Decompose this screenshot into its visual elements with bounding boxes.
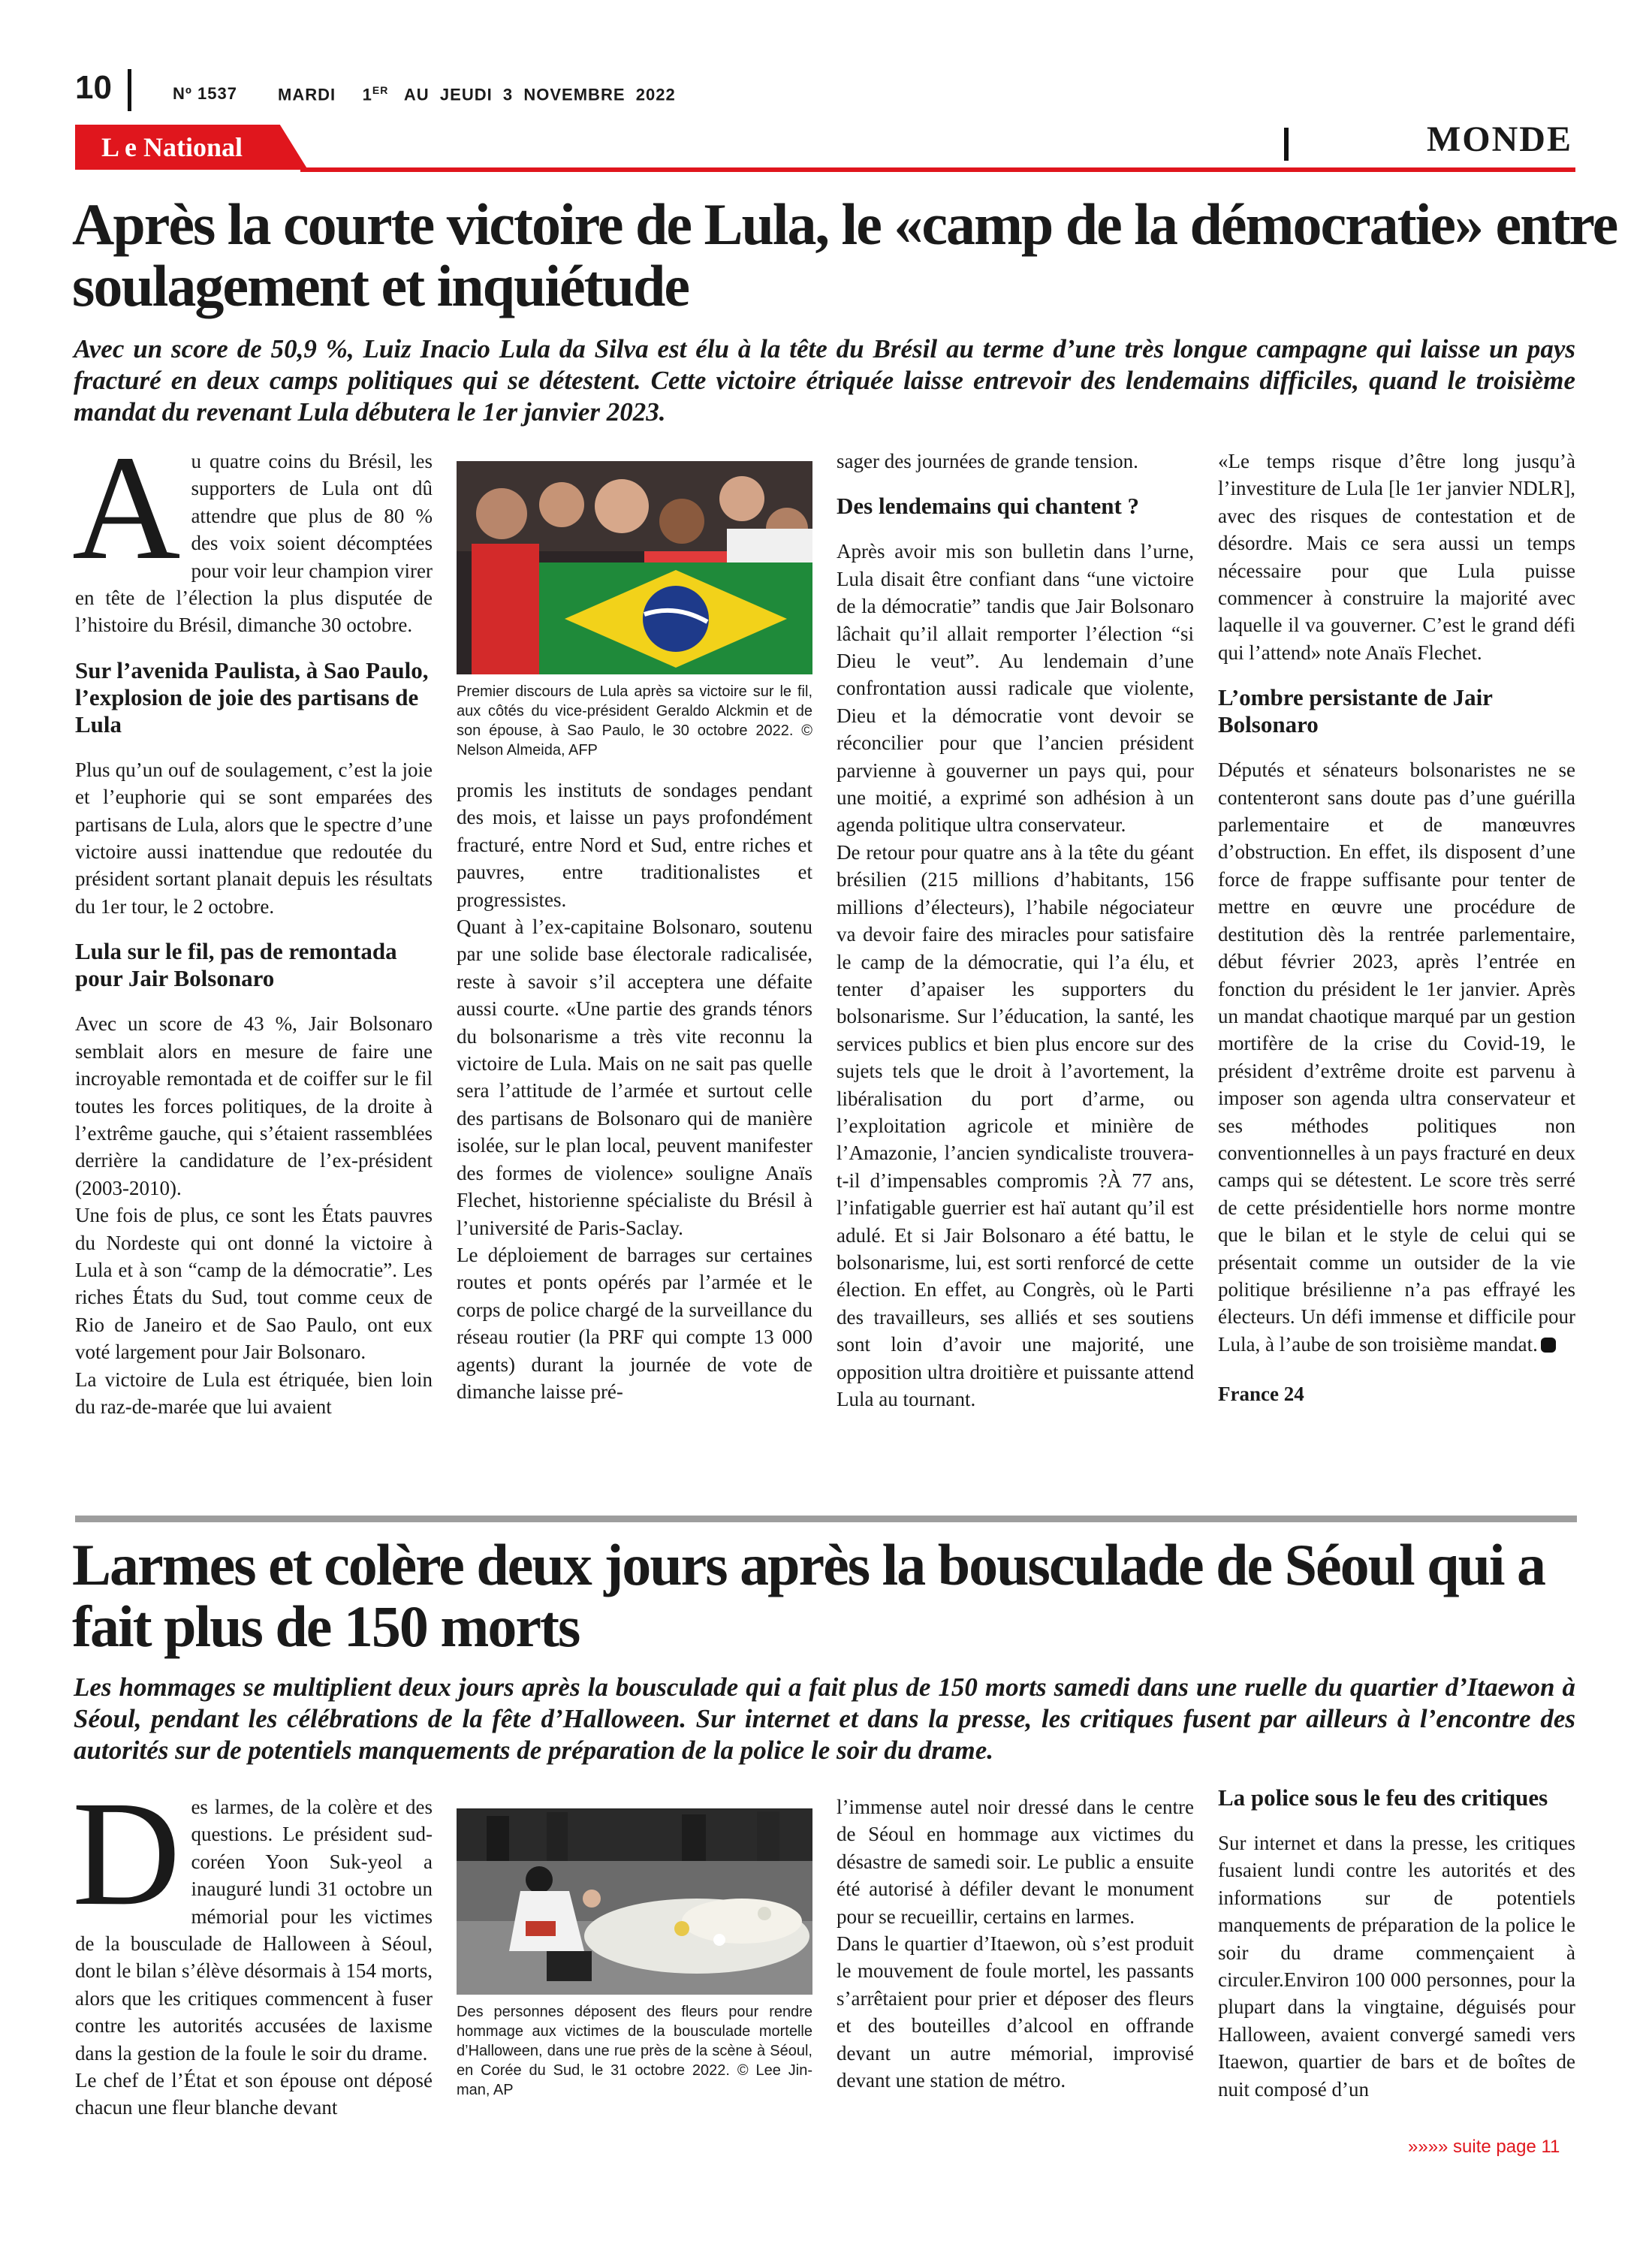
issue-date	[278, 84, 676, 104]
section-divider	[1284, 128, 1289, 161]
article1-column-1	[72, 425, 433, 1420]
article1-subhead-paulista: Sur l’avenida Paulista, à Sao Paulo, l’explosion de joie des partisans de Lula	[75, 656, 429, 737]
article1-para-paulista: Plus qu’un ouf de soulagement, c’est la joie et l’euphorie qui se sont emparées des partisans de Lula, alors que le spectre d’une victoire aussi inattendue que redoutée du président sortant planait depuis les résultats du 1er tour, le 2 octobre.	[75, 758, 433, 918]
article2-column-4	[1218, 1784, 1575, 2103]
date-sup: ER	[372, 84, 389, 96]
article2-col4-para: Sur internet et dans la presse, les critiques fusaient lundi contre les autorités et des informations sur de potentiels manquements de préparation de la police le soir du drame commençaient à circuler.Environ 100 000 personnes, pour la plupart dans la vingtaine, déguisés pour Halloween, avaient convergé samedi vers Itaewon, quartier de bars et de boîtes de nuit composé d’un	[1218, 1832, 1575, 2101]
article2-col3-para-2: Dans le quartier d’Itaewon, où s’est produit le mouvement de foule mortel, les passants s’arrêtaient pour prier et déposer des fleurs et des bouteilles d’alcool en offrande devant un autre mémorial, improvisé devant une station de métro.	[837, 1932, 1194, 2092]
article1-intro: u quatre coins du Brésil, les supporters de Lula ont dû attendre que plus de 80 % des voix soient décomptées pour voir leur champion virer en tête de l’élection la plus disputée de l’histoire du Brésil, dimanche 30 octobre.	[75, 450, 433, 637]
article2-chapo: Les hommages se multiplient deux jours après la bousculade qui a fait plus de 150 morts samedi dans une ruelle du quartier d’Itaewon à Séoul, pendant les célébrations de la fête d’Halloween. Sur internet et dans la presse, les critiques fusent par ailleurs à l’encontre des autorités sur de potentiels manquements de préparation de la police le soir du drame.	[74, 1672, 1575, 1765]
header-divider	[128, 69, 131, 111]
header-rule	[300, 167, 1575, 172]
article1-column-3	[837, 448, 1194, 1413]
article1-para-fil-3: La victoire de Lula est étriquée, bien loin du raz-de-marée que lui avaient	[75, 1368, 433, 1418]
section-title: MONDE	[1427, 119, 1572, 159]
article1-column-2	[457, 461, 812, 1405]
article1-col4-para-2: Députés et sénateurs bolsonaristes ne se contenteront sans doute pas d’une guérilla parlementaire et de manœuvres d’obstruction. En effet, ils disposent d’une force de frappe suffisante pour tenter de mettre en œuvre une procédure de destitution dès la rentrée parlementaire, début février 2023, après l’entrée en fonction du président le 1er janvier. Après un mandat chaotique marqué par un gestion mortifère de la crise du Covid-19, le président d’extrême droite est parvenu à imposer son agenda ultra conservateur et ses méthodes politiques non conventionnelles à un pays fracturé en deux camps qui se détestent. Le score très serré de cette présidentielle hors norme montre que le bilan et le style de celui qui se présentait comme un outsider de la vie politique brésilienne n’a pas effrayé les électeurs. Un défi immense et difficile pour Lula, à l’aube de son troisième mandat.	[1218, 759, 1575, 1356]
article2-col1-para-2: Le chef de l’État et son épouse ont déposé chacun une fleur blanche devant	[75, 2069, 433, 2119]
article1-para-fil-1: Avec un score de 43 %, Jair Bolsonaro semblait alors en mesure de faire une incroyable remontada et de coiffer sur le fil toutes les forces politiques, de la droite à l’extrême gauche, qui s’étaient rassemblées derrière la candidature de l’ex-président (2003-2010).	[75, 1012, 433, 1199]
article1-chapo: Avec un score de 50,9 %, Luiz Inacio Lula da Silva est élu à la tête du Brésil au terme d’une très longue campagne qui laisse un pays fracturé en deux camps politiques qui se détestent. Cette victoire étriquée laisse entrevoir des lendemains difficiles, quand le troisième mandat du revenant Lula débutera le 1er janvier 2023.	[74, 334, 1575, 427]
date-day: MARDI	[278, 85, 336, 104]
article1-column-4	[1218, 448, 1575, 1408]
date-rest: AU JEUDI 3 NOVEMBRE 2022	[403, 85, 676, 104]
article1-col2-para-1: promis les instituts de sondages pendant des mois, et laisse un pays profondément fracturé, entre Nord et Sud, entre riches et pauvres, entre traditionalistes et progressistes.	[457, 779, 812, 911]
article2-column-3	[837, 1793, 1194, 2094]
end-of-article-icon	[1541, 1338, 1556, 1353]
continued-link[interactable]: »»»» suite page 11	[1408, 2137, 1560, 2157]
article-divider	[75, 1516, 1577, 1522]
article1-col3-para-3: De retour pour quatre ans à la tête du géant brésilien (215 millions d’habitants, 156 millions d’électeurs), l’habile négociateur va devoir faire des miracles pour satisfaire le camp de la démocratie, qui l’a élu, et tenter d’apaiser les supporters du bolsonarisme. Sur l’éducation, la santé, les services publics et bien plus encore sur des sujets tels que le droit à l’avortement, la libéralisation du port d’arme, ou l’exploitation agricole et minière de l’Amazonie, l’ancien syndicaliste trouvera-t-il d’impensables compromis ?À 77 ans, l’infatigable guerrier est haï autant qu’il est adulé. Et si Jair Bolsonaro a été battu, le bolsonarisme, lui, est sorti renforcé de cette élection. En effet, au Congrès, où le Parti des travailleurs, ses alliés et ses soutiens sont loin d’avoir une majorité, une opposition ultra droitière et puissante attend Lula au tournant.	[837, 840, 1194, 1410]
seoul-photo	[457, 1808, 812, 1995]
article1-col3-para-1: sager des journées de grande tension.	[837, 450, 1138, 472]
article2-column-2	[457, 1808, 812, 2100]
brand-name: L e National	[101, 132, 243, 162]
article1-subhead-lendemains: Des lendemains qui chantent ?	[837, 493, 1140, 520]
article2-dropcap: D	[72, 1771, 181, 1937]
article2-col3-para-1: l’immense autel noir dressé dans le centre de Séoul en hommage aux victimes du désastre de samedi soir. Le public a ensuite été autorisé à défiler devant le monument pour se recueillir, certains en larmes.	[837, 1796, 1194, 1928]
article1-subhead-fil: Lula sur le fil, pas de remontada pour Jair Bolsonaro	[75, 938, 397, 992]
article1-headline: Après la courte victoire de Lula, le «camp de la démocratie» entre soulagement et inquiétude	[72, 192, 1617, 318]
date-num: 1	[362, 85, 372, 104]
article1-source: France 24	[1218, 1383, 1304, 1406]
lula-photo-caption: Premier discours de Lula après sa victoire sur le fil, aux côtés du vice-président Geraldo Alckmin et de son épouse, à Sao Paulo, le 30 octobre 2022. © Nelson Almeida, AFP	[457, 683, 812, 759]
lula-photo	[457, 461, 812, 674]
article1-col4-para-1: «Le temps risque d’être long jusqu’à l’investiture de Lula [le 1er janvier NDLR], avec des risques de contestation et de désordre. Mais ce sera aussi un temps nécessaire pour que Lula puisse commencer à construire la majorité avec laquelle il va gouverner. C’est le grand défi qui l’attend» note Anaïs Flechet.	[1218, 450, 1575, 664]
issue-number: Nº 1537	[173, 84, 237, 103]
article1-col4-para-2-wrap	[1218, 756, 1575, 1358]
lula-photo-illustration	[457, 461, 812, 674]
article1-col2-para-3: Le déploiement de barrages sur certaines routes et ponts opérés par l’armée et le corps de police chargé de la surveillance du réseau routier (la PRF qui compte 13 000 agents) durant la journée de vote de dimanche laisse pré-	[457, 1243, 812, 1403]
article1-dropcap: A	[72, 425, 181, 591]
article1-para-fil-2: Une fois de plus, ce sont les États pauvres du Nordeste qui ont donné la victoire à Lula et à son “camp de la démocratie”. Les riches États du Sud, tout comme ceux de Rio de Janeiro et de Sao Paulo, ont eux voté largement pour Jair Bolsonaro.	[75, 1204, 433, 1364]
article2-intro: es larmes, de la colère et des questions. Le président sud-coréen Yoon Suk-yeol a inauguré lundi 31 octobre un mémorial pour les victimes de la bousculade de Halloween à Séoul, dont le bilan s’élève désormais à 154 morts, alors que les critiques commencent à fuser contre les autorités accusées de laxisme dans la gestion de la foule le soir du drame.	[75, 1796, 433, 2064]
article1-col2-para-2: Quant à l’ex-capitaine Bolsonaro, soutenu par une solide base électorale radicalisée, reste à savoir s’il acceptera une défaite aussi courte. «Une partie des grands ténors du bolsonarisme a très vite reconnu la victoire de Lula. Mais on ne sait pas quelle sera l’attitude de l’armée et surtout celle des partisans de Bolsonaro qui de manière isolée, sur le plan local, peuvent manifester des formes de violence» souligne Anaïs Flechet, historienne spécialiste du Brésil à l’université de Paris-Saclay.	[457, 915, 812, 1239]
article2-subhead-police: La police sous le feu des critiques	[1218, 1784, 1548, 1811]
seoul-photo-caption: Des personnes déposent des fleurs pour rendre hommage aux victimes de la bousculade mortelle d’Halloween, dans une rue près de la scène à Séoul, en Corée du Sud, le 31 octobre 2022. © Lee Jin-man, AP	[457, 2004, 812, 2098]
article2-headline: Larmes et colère deux jours après la bousculade de Séoul qui a fait plus de 150 morts	[72, 1532, 1545, 1659]
article2-column-1	[72, 1771, 433, 2122]
seoul-photo-illustration	[457, 1808, 812, 1995]
article1-subhead-ombre: L’ombre persistante de Jair Bolsonaro	[1218, 684, 1493, 738]
article1-col3-para-2: Après avoir mis son bulletin dans l’urne, Lula disait être confiant dans “une victoire de la démocratie” tandis que Jair Bolsonaro lâchait qu’il allait remporter l’élection “si Dieu le veut”. Au lendemain d’une confrontation aussi radicale que violente, Dieu et la démocratie vont devoir se réconcilier pour que l’ancien président parvienne à gouverner un pays qui, pour une moitié, a exprimé son adhésion à un agenda politique ultra conservateur.	[837, 540, 1194, 837]
page-number: 10	[75, 69, 112, 106]
